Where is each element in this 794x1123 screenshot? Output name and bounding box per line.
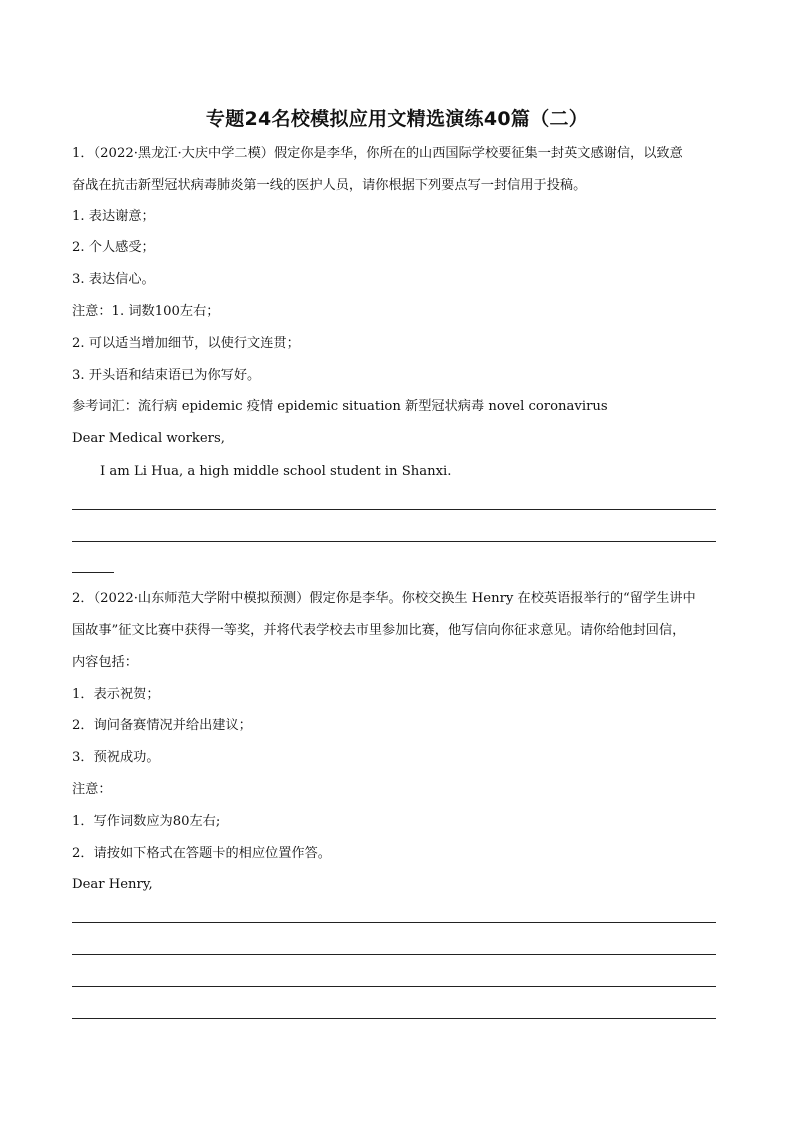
q1-prompt-line-2: 奋战在抗击新型冠状病毒肺炎第一线的医护人员，请你根据下列要点写一封信用于投稿。 — [72, 178, 587, 193]
q1-note-3: 3. 开头语和结束语已为你写好。 — [72, 368, 261, 383]
q1-point-3: 3. 表达信心。 — [72, 272, 155, 287]
q2-answer-line-2[interactable] — [72, 954, 716, 955]
q1-vocabulary: 参考词汇：流行病 epidemic 疫情 epidemic situation 新型冠状病毒 novel coronavirus — [72, 399, 608, 414]
q2-note-1: 1．写作词数应为80左右; — [72, 814, 221, 829]
q2-prompt-line-2: 国故事”征文比赛中获得一等奖，并将代表学校去市里参加比赛，他写信向你征求意见。请你给他封回信， — [72, 623, 686, 638]
q1-point-2: 2. 个人感受； — [72, 240, 155, 255]
q2-note-heading: 注意： — [72, 782, 112, 797]
q2-answer-line-3[interactable] — [72, 986, 716, 987]
q2-prompt-line-3: 内容包括： — [72, 655, 138, 670]
q1-salutation: Dear Medical workers, — [72, 431, 225, 446]
q1-answer-line-2[interactable] — [72, 541, 716, 542]
q2-note-2: 2．请按如下格式在答题卡的相应位置作答。 — [72, 846, 331, 861]
q2-point-3: 3．预祝成功。 — [72, 750, 160, 765]
q1-answer-line-3[interactable] — [72, 572, 114, 573]
page-title: 专题24名校模拟应用文精选演练40篇（二） — [205, 108, 589, 130]
q2-salutation: Dear Henry, — [72, 877, 153, 892]
q2-prompt-line-1: 2．（2022·山东师范大学附中模拟预测）假定你是李华。你校交换生 Henry 在校英语报举行的“留学生讲中 — [72, 591, 696, 606]
q1-prompt-line-1: 1．（2022·黑龙江·大庆中学二模）假定你是李华，你所在的山西国际学校要征集一封英文感谢信，以致意 — [72, 146, 683, 161]
q1-opening-sentence: I am Li Hua, a high middle school student in Shanxi. — [100, 464, 452, 479]
q1-point-1: 1. 表达谢意； — [72, 209, 155, 224]
q2-answer-line-1[interactable] — [72, 922, 716, 923]
q1-note-2: 2. 可以适当增加细节，以使行文连贯； — [72, 336, 300, 351]
q2-answer-line-4[interactable] — [72, 1018, 716, 1019]
q1-note-1: 注意：1. 词数100左右； — [72, 304, 220, 319]
q2-point-1: 1．表示祝贺； — [72, 687, 160, 702]
q1-answer-line-1[interactable] — [72, 509, 716, 510]
q2-point-2: 2．询问备赛情况并给出建议； — [72, 718, 252, 733]
